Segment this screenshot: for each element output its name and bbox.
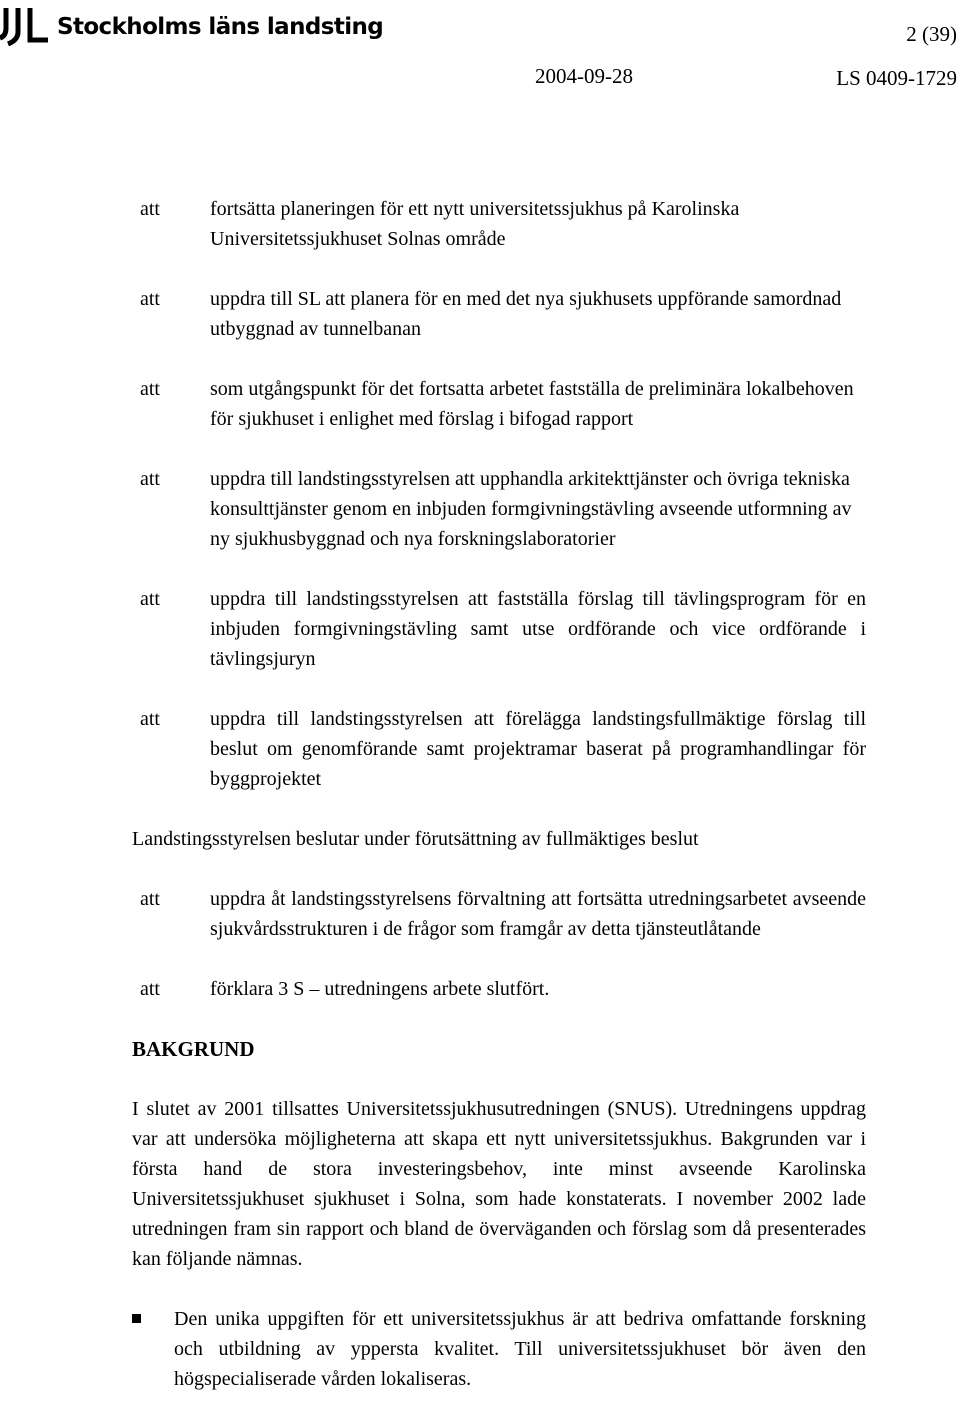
landsting-logo-icon [0, 6, 50, 46]
att-label: att [140, 588, 160, 610]
board-decision-text: förklara 3 S – utredningens arbete slutfört. [210, 978, 550, 1000]
proposal-item [0, 194, 960, 254]
proposal-text: uppdra till landstingsstyrelsen att fastställa förslag till tävlingsprogram för en inbjuden formgivningstävling samt utse ordförande och vice ordförande i tävlingsjuryn [210, 588, 866, 670]
proposal-text: fortsätta planeringen för ett nytt universitetssjukhus på Karolinska Universitetssjukhuset Solnas område [210, 198, 740, 250]
proposal-text: uppdra till SL att planera för en med det nya sjukhusets uppförande samordnad utbyggnad av tunnelbanan [210, 288, 842, 340]
bullet-text: Den unika uppgiften för ett universitetssjukhus är att bedriva omfattande forskning och utbildning av yppersta kvalitet. Till universitetssjukhuset bör även den högspecialiserade vården lokaliseras. [174, 1308, 866, 1390]
organization-logo [0, 6, 383, 46]
document-reference: LS 0409-1729 [836, 66, 957, 90]
bullet-item [0, 1304, 960, 1394]
board-decision-text: uppdra åt landstingsstyrelsens förvaltning att fortsätta utredningsarbetet avseende sjukvårdsstrukturen i de frågor som framgår av detta tjänsteutlåtande [210, 888, 866, 940]
att-label: att [140, 888, 160, 910]
att-label: att [140, 708, 160, 730]
board-decision-item [0, 974, 960, 1004]
logo-text: Stockholms läns landsting [57, 14, 384, 40]
page-number: 2 (39) [906, 22, 957, 46]
square-bullet-icon [132, 1314, 141, 1323]
proposal-text: uppdra till landstingsstyrelsen att upphandla arkitekttjänster och övriga tekniska konsulttjänster genom en inbjuden formgivningstävling avseende utformning av ny sjukhusbyggnad och nya forskningslaboratorier [210, 468, 852, 550]
board-decision-intro: Landstingsstyrelsen beslutar under förutsättning av fullmäktiges beslut [132, 828, 699, 850]
att-label: att [140, 378, 160, 400]
proposal-text: uppdra till landstingsstyrelsen att förelägga landstingsfullmäktige förslag till beslut om genomförande samt projektramar baserat på programhandlingar för byggprojektet [210, 708, 866, 790]
proposal-item [0, 464, 960, 554]
att-label: att [140, 978, 160, 1000]
proposal-item [0, 284, 960, 344]
document-body [0, 194, 960, 1394]
board-decision-item [0, 884, 960, 944]
proposal-text: som utgångspunkt för det fortsatta arbetet fastställa de preliminära lokalbehoven för sjukhuset i enlighet med förslag i bifogad rapport [210, 378, 854, 430]
att-label: att [140, 288, 160, 310]
att-label: att [140, 198, 160, 220]
att-label: att [140, 468, 160, 490]
document-date: 2004-09-28 [535, 64, 633, 88]
background-paragraph: I slutet av 2001 tillsattes Universitetssjukhusutredningen (SNUS). Utredningens uppdrag var att undersöka möjligheterna att skapa ett nytt universitetssjukhus. Bakgrunden var i första hand de stora investeringsbehov, inte minst avseende Karolinska Universitetssjukhuset sjukhuset i Solna, som hade konstaterats. I november 2002 lade utredningen fram sin rapport och bland de överväganden och förslag som då presenterades kan följande nämnas. [132, 1098, 866, 1270]
proposal-item [0, 704, 960, 794]
proposal-item [0, 374, 960, 434]
proposal-item [0, 584, 960, 674]
section-heading: BAKGRUND [132, 1037, 255, 1061]
